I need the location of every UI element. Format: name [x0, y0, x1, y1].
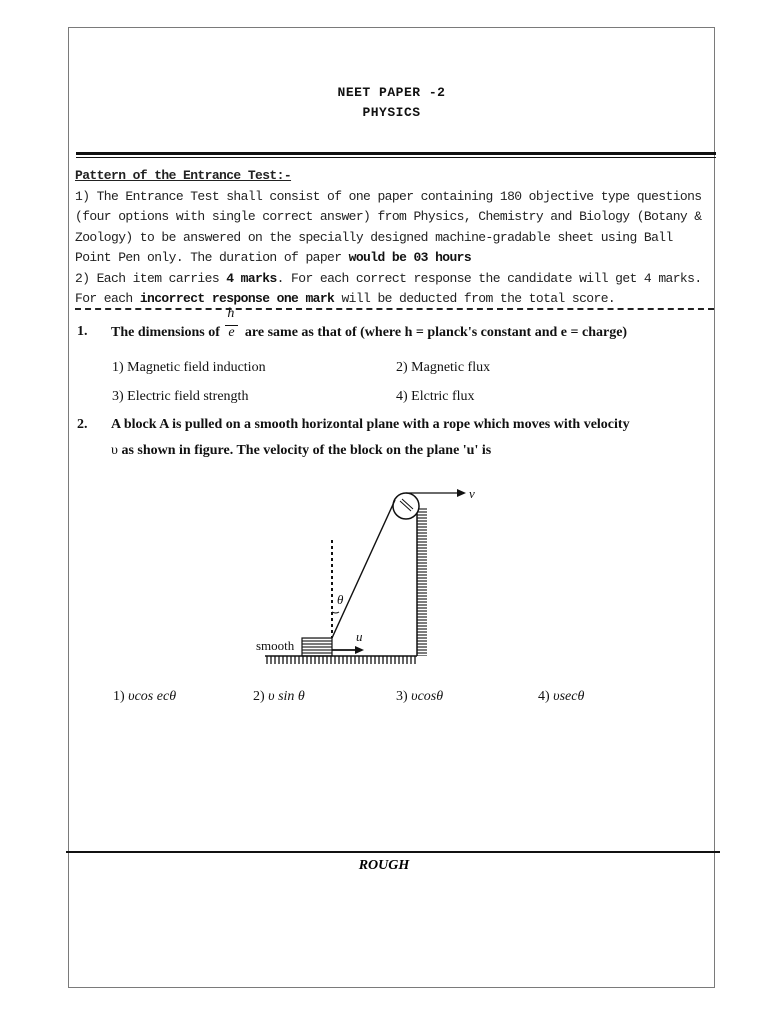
- block-a: [302, 638, 332, 656]
- pattern-point-1-text: 1) The Entrance Test shall consist of one paper containing 180 objective type questions (four options with single correct answer) from Physics, Chemistry and Biology (Botany & Zoology) to be answered on the specially designed machine-gradable sheet using Ball Point Pen only. The duration of paper: [75, 188, 702, 265]
- title-block: [69, 83, 714, 123]
- dashed-separator: [75, 308, 714, 312]
- rope-slant: [332, 500, 395, 638]
- q2-option-3-expr: υcosθ: [411, 689, 444, 704]
- pulley-figure: [250, 478, 490, 668]
- question-2-line-2: [111, 443, 491, 459]
- u-arrowhead: [355, 646, 364, 654]
- question-2: [77, 417, 717, 467]
- question-2-line-1: A block A is pulled on a smooth horizontal plane with a rope which moves with velocity: [111, 417, 630, 432]
- ground-hatching: [265, 656, 417, 664]
- label-theta: θ: [337, 592, 344, 607]
- q2-option-1-expr: υcos ecθ: [128, 689, 177, 704]
- subject-title: PHYSICS: [362, 105, 421, 120]
- marks-emphasis: 4 marks: [226, 270, 277, 286]
- velocity-symbol: υ: [111, 443, 118, 458]
- q2-option-2-num: 2): [253, 689, 265, 704]
- question-1-text-after: are same as that of (where h = planck's constant and e = charge): [244, 325, 628, 341]
- q2-option-3[interactable]: [396, 689, 443, 705]
- negative-marking-emphasis: incorrect response one mark: [139, 291, 335, 306]
- pattern-point-2-a: 2) Each item carries: [75, 270, 227, 286]
- q1-option-4[interactable]: 4) Elctric flux: [396, 389, 475, 404]
- h-over-e-fraction: [225, 306, 239, 342]
- velocity-arrowhead: [457, 489, 466, 497]
- label-u: u: [356, 629, 363, 644]
- fraction-numerator: h: [227, 306, 235, 321]
- q2-option-2-expr: υ sin θ: [268, 689, 305, 704]
- q2-option-4[interactable]: [538, 689, 584, 705]
- divider-thick: [76, 152, 716, 155]
- pattern-point-2-c: will be deducted from the total score.: [334, 291, 616, 306]
- duration-emphasis: would be 03 hours: [348, 250, 472, 265]
- label-smooth: smooth: [256, 638, 295, 653]
- pattern-point-2: [75, 269, 711, 310]
- angle-arc: [332, 612, 339, 613]
- wall-hatching: [417, 508, 427, 656]
- fraction-denominator: e: [228, 325, 235, 340]
- rough-label: ROUGH: [358, 858, 410, 873]
- pattern-point-1: [75, 187, 711, 269]
- q1-option-3[interactable]: 3) Electric field strength: [112, 389, 249, 404]
- question-1-stem: [111, 306, 628, 342]
- paper-title: NEET PAPER -2: [337, 85, 446, 100]
- question-2-line-2-text: as shown in figure. The velocity of the block on the plane 'u' is: [121, 443, 492, 458]
- q2-option-1-num: 1): [113, 689, 125, 704]
- question-2-number: 2.: [77, 417, 88, 432]
- q2-option-3-num: 3): [396, 689, 408, 704]
- q2-option-4-num: 4): [538, 689, 550, 704]
- pattern-heading: Pattern of the Entrance Test:-: [75, 168, 292, 183]
- question-1-number: 1.: [77, 324, 88, 339]
- pattern-section: [75, 166, 711, 310]
- q2-option-4-expr: υsecθ: [553, 689, 585, 704]
- question-1-text-before: The dimensions of: [111, 325, 220, 341]
- label-v: v: [469, 486, 475, 501]
- divider-thin: [76, 157, 716, 158]
- q1-option-1[interactable]: 1) Magnetic field induction: [112, 360, 266, 375]
- q2-option-2[interactable]: [253, 689, 305, 705]
- question-1: [77, 306, 717, 350]
- pattern-point-2-b: . For each correct response the candidate will get 4 marks. For each: [75, 270, 702, 306]
- q2-option-1[interactable]: [113, 689, 176, 705]
- q1-option-2[interactable]: 2) Magnetic flux: [396, 360, 491, 375]
- rough-divider: [66, 851, 720, 853]
